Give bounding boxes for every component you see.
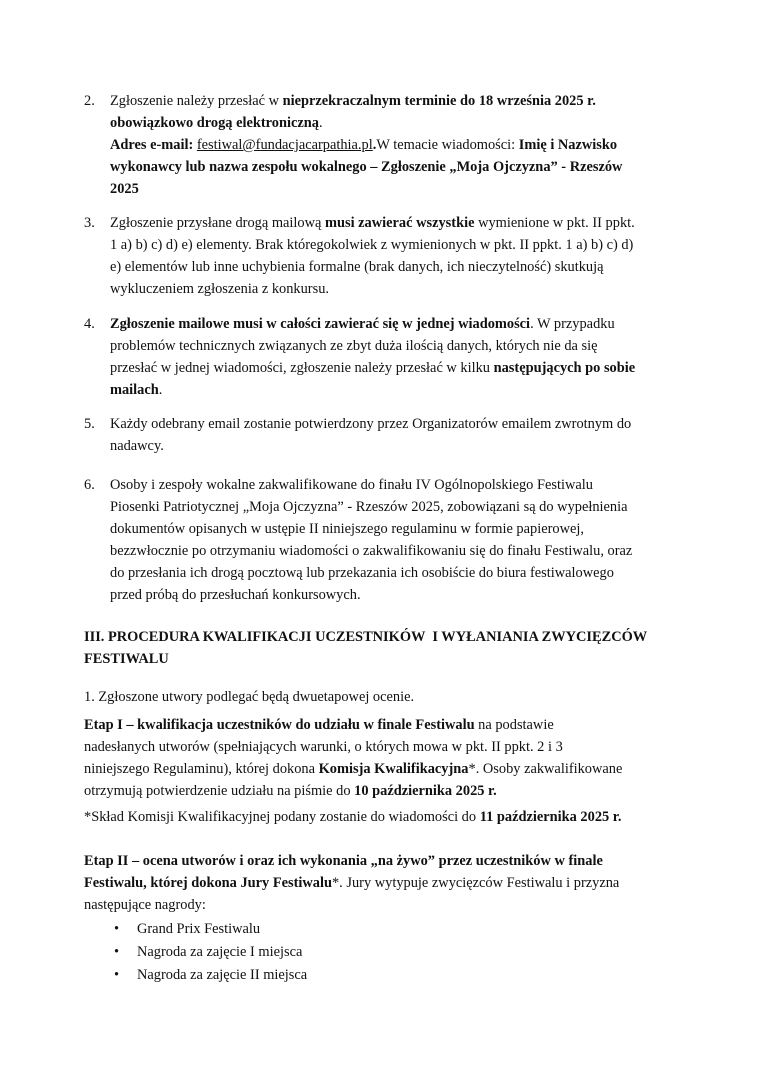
- item-line: Każdy odebrany email zostanie potwierdzony przez Organizatorów emailem zwrotnym do: [110, 416, 632, 432]
- list-item-5: [84, 413, 674, 457]
- prize-list: [110, 918, 650, 987]
- item-line: wykluczeniem zgłoszenia z konkursu.: [110, 281, 329, 297]
- text-run: otrzymują potwierdzenie udziału na piśmie do: [84, 783, 355, 799]
- prize-label: Nagroda za zajęcie I miejsca: [137, 944, 303, 960]
- section-heading: [84, 626, 674, 670]
- text-run: . W przypadku: [530, 316, 615, 332]
- text-run-bold: mailach: [110, 382, 159, 398]
- item-line: bezzwłocznie po otrzymaniu wiadomości o zakwalifikowaniu się do finału Festiwalu, oraz: [110, 543, 633, 559]
- list-item-6: [84, 474, 674, 606]
- heading-line: III. PROCEDURA KWALIFIKACJI UCZESTNIKÓW I WYŁANIANIA ZWYCIĘZCÓW: [84, 629, 648, 645]
- text-run-bold: Etap I – kwalifikacja uczestników do udziału w finale Festiwalu: [84, 717, 475, 733]
- text-run: niniejszego Regulaminu), której dokona: [84, 761, 319, 777]
- text-run: na podstawie: [474, 717, 554, 733]
- text-run-bold: Komisja Kwalifikacyjna: [318, 761, 469, 777]
- paragraph-line: następujące nagrody:: [84, 897, 206, 913]
- item-line: [110, 212, 674, 234]
- list-item: [110, 918, 650, 941]
- item-line: Piosenki Patriotycznej „Moja Ojczyzna” - Rzeszów 2025, zobowiązani są do wypełnienia: [110, 499, 628, 515]
- text-run: Zgłoszenie należy przesłać w: [110, 93, 283, 109]
- list-item-3: [84, 212, 674, 300]
- item-line: e) elementów lub inne uchybienia formalne (brak danych, ich nieczytelność) skutkują: [110, 259, 604, 275]
- item-number: 5.: [84, 416, 95, 432]
- item-text: [110, 313, 674, 401]
- paragraph-line: [84, 872, 674, 894]
- paragraph-line: nadesłanych utworów (spełniających warunki, o których mowa w pkt. II ppkt. 2 i 3: [84, 739, 563, 755]
- text-run: .: [158, 382, 163, 398]
- item-text: [110, 413, 674, 457]
- paragraph-line: [84, 714, 674, 736]
- item-line: dokumentów opisanych w ustępie II niniejszego regulaminu w formie papierowej,: [110, 521, 584, 537]
- item-line: 2025: [110, 181, 139, 197]
- text-run-bold: Zgłoszenie mailowe musi w całości zawierać się w jednej wiadomości: [110, 316, 531, 332]
- list-item-2: [84, 90, 674, 200]
- email-link[interactable]: festiwal@fundacjacarpathia.pl: [196, 137, 373, 153]
- list-item: [110, 964, 650, 987]
- list-item-4: [84, 313, 674, 401]
- bullet-icon: •: [114, 944, 120, 960]
- text-run: *. Osoby zakwalifikowane: [468, 761, 623, 777]
- text-run: W temacie wiadomości:: [376, 137, 519, 153]
- paragraph-etap-1: [84, 714, 674, 802]
- text-run-bold: Festiwalu, której dokona Jury Festiwalu: [84, 875, 332, 891]
- paragraph-note: [84, 806, 674, 828]
- list-item: [110, 941, 650, 964]
- text-run-bold: obowiązkowo drogą elektroniczną: [110, 115, 319, 131]
- item-text: [110, 90, 674, 200]
- item-number: 3.: [84, 215, 95, 231]
- text-run-bold: 11 października 2025 r.: [479, 809, 622, 825]
- text-run: Zgłoszenie przysłane drogą mailową: [110, 215, 325, 231]
- text-run: *Skład Komisji Kwalifikacyjnej podany zostanie do wiadomości do: [84, 809, 480, 825]
- prize-label: Grand Prix Festiwalu: [137, 921, 261, 937]
- text-run-bold: musi zawierać wszystkie: [324, 215, 475, 231]
- item-line: [110, 134, 674, 156]
- paragraph-line: Etap II – ocena utworów i oraz ich wykonania „na żywo” przez uczestników w finale: [84, 853, 603, 869]
- text-run: przesłać w jednej wiadomości, zgłoszenie należy przesłać w kilku: [110, 360, 494, 376]
- item-number: 6.: [84, 477, 95, 493]
- text-run-bold: następujących po sobie: [493, 360, 636, 376]
- email-label: Adres e-mail:: [110, 137, 197, 153]
- text-run: wymienione w pkt. II ppkt.: [474, 215, 635, 231]
- prize-label: Nagroda za zajęcie II miejsca: [137, 967, 308, 983]
- text-run-bold: 10 października 2025 r.: [354, 783, 497, 799]
- item-text: [110, 212, 674, 300]
- item-line: przed próbą do przesłuchań konkursowych.: [110, 587, 361, 603]
- item-line: [110, 313, 674, 335]
- item-line: nadawcy.: [110, 438, 164, 454]
- item-text: [110, 474, 674, 606]
- item-line: wykonawcy lub nazwa zespołu wokalnego – Zgłoszenie „Moja Ojczyzna” - Rzeszów: [110, 159, 623, 175]
- item-line: 1 a) b) c) d) e) elementy. Brak któregokolwiek z wymienionych w pkt. II ppkt. 1 a) b) c) d): [110, 237, 634, 253]
- paragraph-line: [84, 758, 674, 780]
- item-line: [110, 112, 674, 134]
- item-line: [110, 357, 674, 379]
- paragraph-line: [84, 780, 674, 802]
- paragraph-intro: 1. Zgłoszone utwory podlegać będą dwuetapowej ocenie.: [84, 689, 415, 705]
- paragraph-etap-2: [84, 850, 674, 916]
- item-line: [110, 90, 674, 112]
- text-run: .: [318, 115, 323, 131]
- heading-line: FESTIWALU: [84, 651, 169, 667]
- bullet-icon: •: [114, 921, 120, 937]
- text-run: *. Jury wytypuje zwycięzców Festiwalu i przyzna: [331, 875, 620, 891]
- item-number: 2.: [84, 93, 95, 109]
- text-run-bold: nieprzekraczalnym terminie do 18 września 2025 r.: [282, 93, 596, 109]
- text-run-bold: Imię i Nazwisko: [518, 137, 618, 153]
- bullet-icon: •: [114, 967, 120, 983]
- item-line: problemów technicznych związanych ze zbyt duża ilością danych, których nie da się: [110, 338, 598, 354]
- text-run-bold: .: [372, 137, 377, 153]
- item-line: Osoby i zespoły wokalne zakwalifikowane do finału IV Ogólnopolskiego Festiwalu: [110, 477, 593, 493]
- item-line: do przesłania ich drogą pocztową lub przekazania ich osobiście do biura festiwalowego: [110, 565, 614, 581]
- item-number: 4.: [84, 316, 95, 332]
- item-line: [110, 379, 674, 401]
